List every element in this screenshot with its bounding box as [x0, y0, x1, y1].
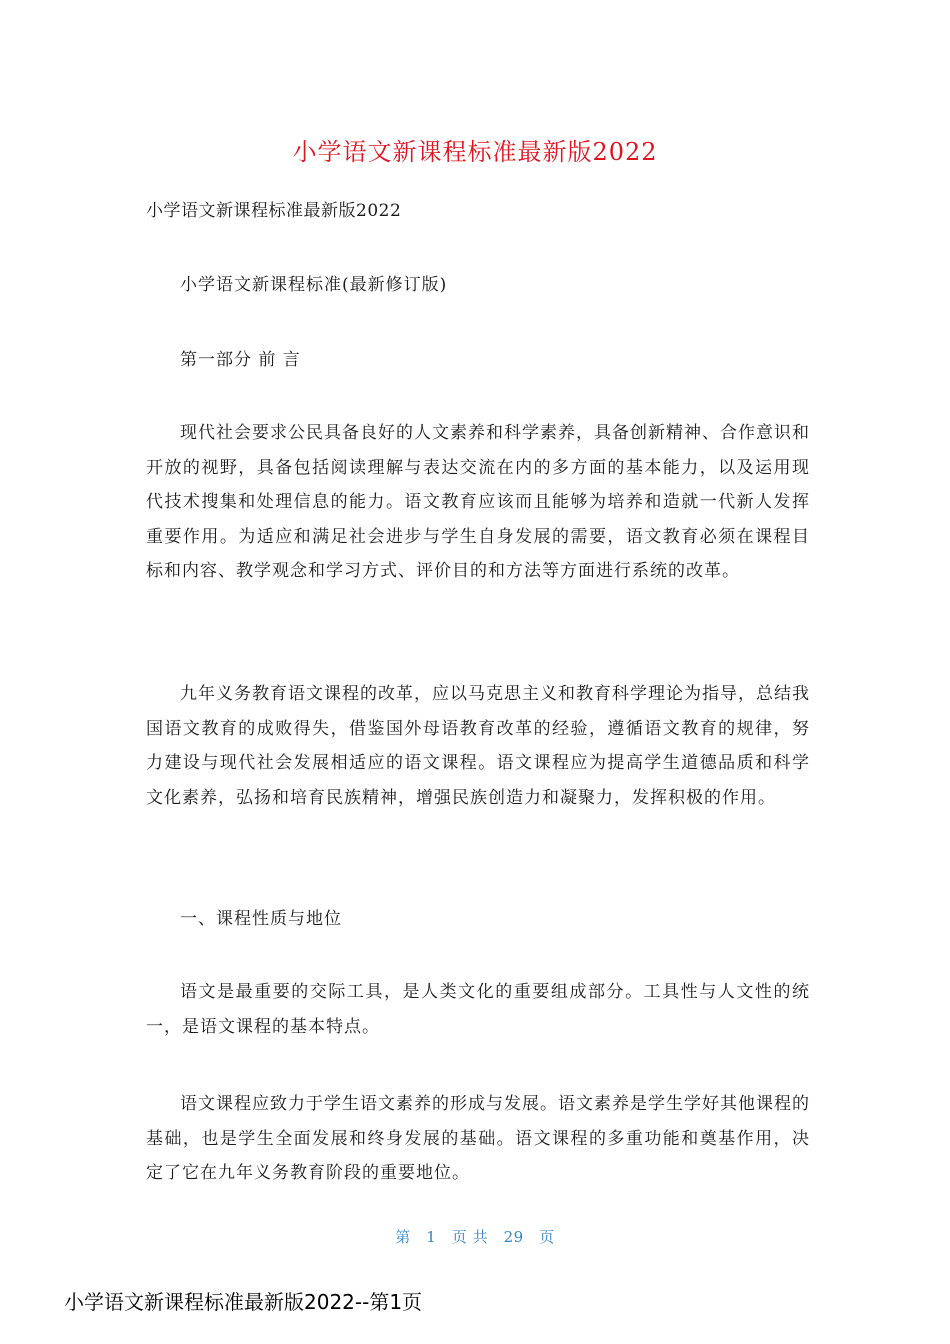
paragraph-body-1: 现代社会要求公民具备良好的人文素养和科学素养，具备创新精神、合作意识和开放的视野，具备包括阅读理解与表达交流在内的多方面的基本能力，以及运用现代技术搜集和处理信息的能力。语文教育应该而且能够为培养和造就一代新人发挥重要作用。为适应和满足社会进步与学生自身发展的需要，语文教育必须在课程目标和内容、教学观念和学习方式、评价目的和方法等方面进行系统的改革。 [146, 423, 810, 581]
document-subtitle: 小学语文新课程标准最新版2022 [146, 201, 402, 221]
document-title: 小学语文新课程标准最新版2022 [292, 138, 658, 166]
page-caption: 小学语文新课程标准最新版2022--第1页 [64, 1290, 423, 1314]
page-number-footer [0, 1226, 950, 1247]
paragraph-body-2: 九年义务教育语文课程的改革，应以马克思主义和教育科学理论为指导，总结我国语文教育的成败得失，借鉴国外母语教育改革的经验，遵循语文教育的规律，努力建设与现代社会发展相适应的语文课程。语文课程应为提高学生道德品质和科学文化素养，弘扬和培育民族精神，增强民族创造力和凝聚力，发挥积极的作用。 [146, 684, 810, 808]
paragraph-section-heading: 一、课程性质与地位 [180, 909, 342, 929]
paragraph-revision-heading: 小学语文新课程标准(最新修订版) [180, 275, 448, 295]
page-number-text: 第 1 页 共 29 页 [395, 1228, 555, 1246]
paragraph-body-4: 语文课程应致力于学生语文素养的形成与发展。语文素养是学生学好其他课程的基础，也是学生全面发展和终身发展的基础。语文课程的多重功能和奠基作用，决定了它在九年义务教育阶段的重要地位。 [146, 1094, 810, 1183]
paragraph-part-one-heading: 第一部分 前 言 [180, 350, 301, 370]
paragraph-body-3: 语文是最重要的交际工具，是人类文化的重要组成部分。工具性与人文性的统一，是语文课程的基本特点。 [146, 982, 810, 1037]
